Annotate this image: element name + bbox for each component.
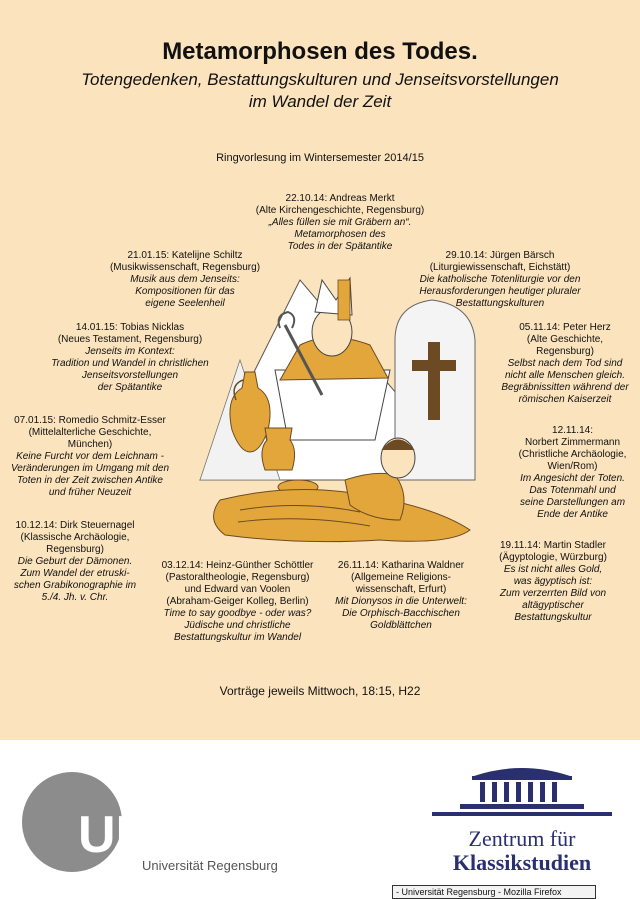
zentrum-name-line1: Zentrum für [468,826,576,851]
lecture-title: Musik aus dem Jenseits: [130,274,240,285]
lecture-affiliation: (Christliche Archäologie, [518,449,627,460]
lecture-herz [490,322,640,406]
lecture-title: Selbst nach dem Tod sind [507,358,623,369]
lecture-affiliation: (Musikwissenschaft, Regensburg) [109,262,261,273]
lecture-zimmermann [505,425,640,521]
lecture-title: Jenseitsvorstellungen [81,370,179,381]
jug [262,428,295,470]
lecture-date-speaker: 29.10.14: Jürgen Bärsch [445,250,555,261]
lecture-affiliation: Regensburg) [46,544,104,555]
lecture-title: schen Grabikonographie im [13,580,137,591]
lecture-title: seine Darstellungen am [519,497,626,508]
lecture-title: römischen Kaiserzeit [518,394,612,405]
lecture-title: altägyptischer [522,600,584,611]
lecture-title: Kompositionen für das [135,286,235,297]
lecture-affiliation: (Mittelalterliche Geschichte, [28,427,152,438]
lecture-title: Bestattungskultur [514,612,592,623]
lecture-affiliation: (Alte Kirchengeschichte, Regensburg) [255,205,425,216]
lecture-date-speaker: 05.11.14: Peter Herz [519,322,611,333]
lecture-title: Das Totenmahl und [529,485,616,496]
taskbar-window-button[interactable]: - Universität Regensburg - Mozilla Firefox [392,885,596,899]
lecture-affiliation: (Allgemeine Religions- [350,572,452,583]
lecture-title: nicht alle Menschen gleich. [504,370,626,381]
lecture-date-speaker: 03.12.14: Heinz-Günther Schöttler [161,560,314,571]
lecture-schmitz-esser [0,415,180,499]
lecture-title: „Alles füllen sie mit Gräbern an“. [268,217,412,228]
lecture-date-speaker: 10.12.14: Dirk Steuernagel [15,520,135,531]
lecture-affiliation: (Liturgiewissenschaft, Eichstätt) [429,262,571,273]
lecture-date-speaker: 19.11.14: Martin Stadler [500,540,606,551]
lecture-affiliation: Regensburg) [536,346,594,357]
lecture-affiliation: (Pastoraltheologie, Regensburg) [165,572,310,583]
lecture-date: 12.11.14: [552,425,593,436]
lecture-date-speaker: 26.11.14: Katharina Waldner [337,560,465,571]
lecture-merkt [230,193,450,253]
lecture-title: Die Orphisch-Bacchischen [342,608,460,619]
lecture-title: Mit Dionysos in die Unterwelt: [335,596,467,607]
lecture-title: Veränderungen im Umgang mit den [10,463,170,474]
poster-title: Metamorphosen des Todes. [162,38,478,65]
lecture-series-label: Ringvorlesung im Wintersemester 2014/15 [216,152,424,164]
lecture-waldner [326,560,476,632]
zentrum-name-line2: Klassikstudien [452,850,592,875]
lecture-title: und früher Neuzeit [48,487,132,498]
lecture-title: Im Angesicht der Toten. [520,473,625,484]
lecture-title: Goldblättchen [370,620,432,631]
lecture-stadler [478,540,628,624]
lecture-nicklas [30,322,230,394]
lecture-schoettler [145,560,330,644]
lecture-title: Jenseits im Kontext: [85,346,175,357]
lecture-affiliation: Wien/Rom) [547,461,598,472]
ur-logo-letters: UR [78,806,154,864]
poster-subtitle-line2: im Wandel der Zeit [248,92,392,111]
lecture-title: eigene Seelenheil [145,298,225,309]
lecture-title: Metamorphosen des [294,229,386,240]
lecture-title: Jüdische und christliche [184,620,291,631]
lecture-date-speaker: 07.01.15: Romedio Schmitz-Esser [14,415,166,426]
lecture-title: Time to say goodbye - oder was? [163,608,312,619]
lecture-affiliation: (Neues Testament, Regensburg) [57,334,203,345]
lecture-affiliation: wissenschaft, Erfurt) [355,584,447,595]
lecture-title: Keine Furcht vor dem Leichnam - [16,451,164,462]
temple-logo [432,758,612,820]
lecture-steuernagel [0,520,150,604]
lecture-title: Bestattungskultur im Wandel [173,632,302,643]
lecture-baersch [395,250,605,310]
lecture-title: Tradition und Wandel in christlichen [51,358,209,369]
lecture-date-speaker: 21.01.15: Katelijne Schiltz [127,250,243,261]
lecture-title: Toten in der Zeit zwischen Antike [16,475,163,486]
lecture-affiliation: München) [67,439,113,450]
lecture-title: Todes in der Spätantike [287,241,393,252]
lecture-title: Es ist nicht alles Gold, [503,564,603,575]
schedule-info: Vorträge jeweils Mittwoch, 18:15, H22 [219,684,421,698]
lecture-date-speaker: 14.01.15: Tobias Nicklas [75,322,185,333]
lecture-title: Bestattungskulturen [455,298,545,309]
lecture-title: Die Geburt der Dämonen. [17,556,133,567]
lecture-affiliation: (Abraham-Geiger Kolleg, Berlin) [166,596,309,607]
lecture-title: 5./4. Jh. v. Chr. [41,592,109,603]
lecture-affiliation: (Alte Geschichte, [526,334,604,345]
lecture-title: was ägyptisch ist: [513,576,593,587]
lecture-title: Ende der Antike [537,509,608,520]
lecture-speaker: Norbert Zimmermann [524,437,621,448]
lecture-affiliation: (Klassische Archäologie, [20,532,130,543]
lecture-title: Herausforderungen heutiger pluraler [419,286,581,297]
poster-subtitle: Totengedenken, Bestattungskulturen und Jenseitsvorstellungen [81,70,559,89]
lecture-title: Zum verzerrten Bild von [499,588,607,599]
lecture-title: Begräbnissitten während der [501,382,629,393]
lecture-date-speaker: 22.10.14: Andreas Merkt [285,193,395,204]
lecture-title: der Spätantike [97,382,163,393]
lecture-speaker: und Edward van Voolen [184,584,291,595]
lecture-title: Die katholische Totenliturgie vor den [419,274,581,285]
lecture-schiltz [100,250,270,310]
lecture-title: Zum Wandel der etruski- [20,568,130,579]
university-name: Universität Regensburg [142,858,278,873]
lecture-affiliation: (Ägyptologie, Würzburg) [499,552,607,563]
